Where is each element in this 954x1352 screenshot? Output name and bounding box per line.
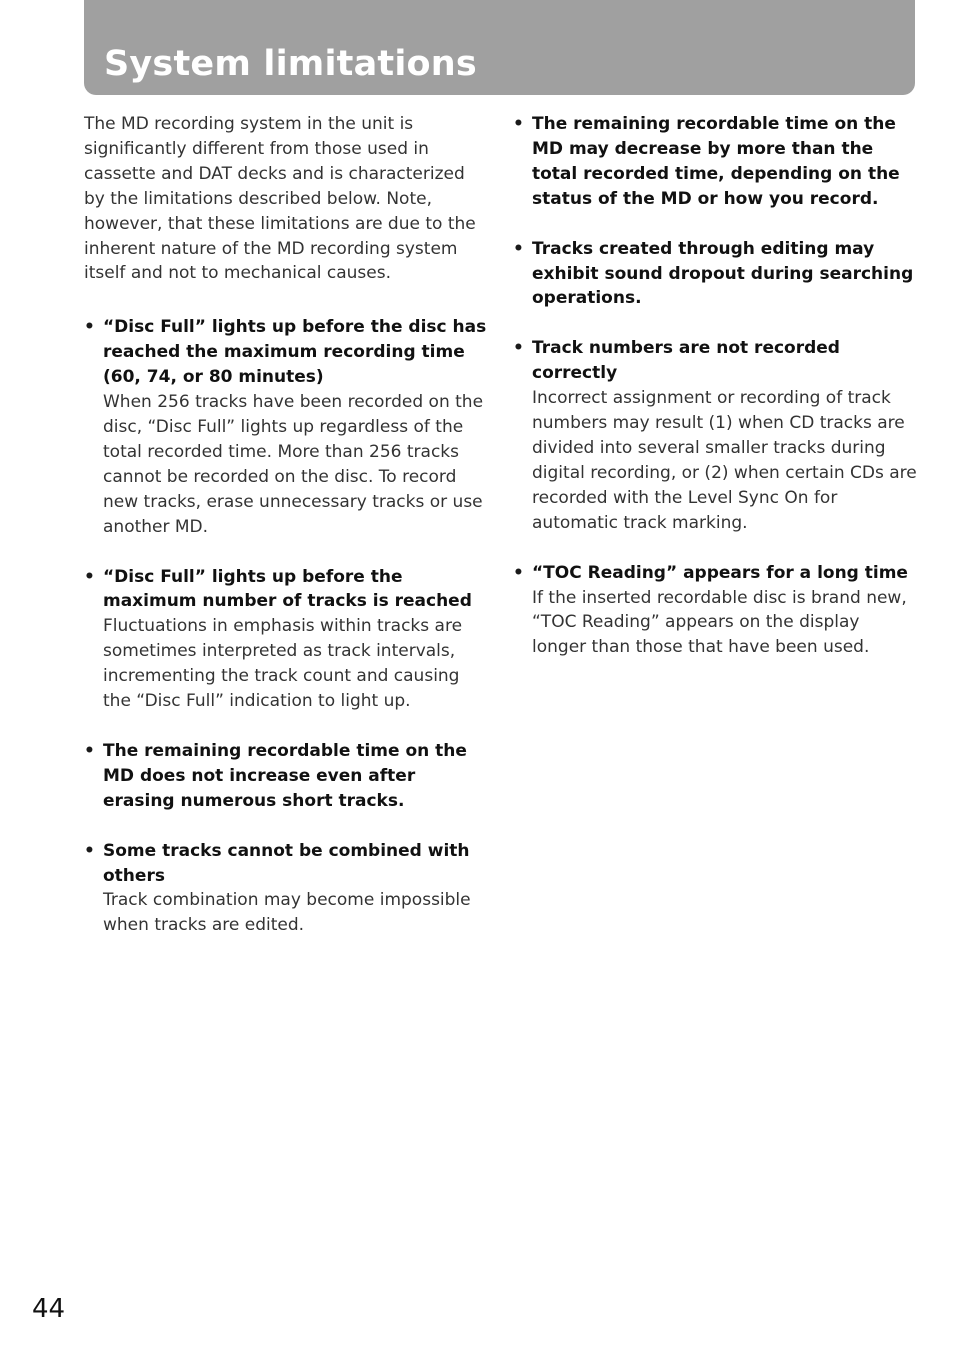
- bullet: •: [513, 238, 524, 259]
- list-item: [513, 237, 917, 312]
- list-item: [84, 839, 490, 939]
- bullet: •: [84, 740, 95, 761]
- list-item: [513, 336, 917, 535]
- list-item: [513, 561, 917, 661]
- item-heading: Some tracks cannot be combined with others: [103, 840, 470, 886]
- bullet: •: [84, 317, 95, 338]
- item-body: If the inserted recordable disc is brand new, “TOC Reading” appears on the display longer than those that have been used.: [532, 587, 907, 658]
- bullet: •: [513, 338, 524, 359]
- item-body: When 256 tracks have been recorded on the disc, “Disc Full” lights up regardless of the total recorded time. More than 256 tracks cannot be recorded on the disc. To record new tracks, erase unnecessary tracks or use another MD.: [103, 392, 484, 537]
- intro-paragraph: The MD recording system in the unit is significantly different from those used in cassette and DAT decks and is characterized by the limitations described below. Note, however, that these limitations are due to the inherent nature of the MD recording system itself and not to mechanical causes.: [84, 114, 476, 284]
- item-body: Fluctuations in emphasis within tracks are sometimes interpreted as track intervals, incrementing the track count and causing the “Disc Full” indication to light up.: [103, 616, 463, 712]
- item-heading: Track numbers are not recorded correctly: [532, 338, 840, 384]
- item-body: Track combination may become impossible when tracks are edited.: [103, 890, 471, 936]
- page-title: System limitations: [104, 44, 477, 84]
- section-header: [84, 0, 915, 95]
- item-heading: “Disc Full” lights up before the disc has reached the maximum recording time (60, 74, or 80 minutes): [103, 317, 487, 388]
- item-heading: “TOC Reading” appears for a long time: [532, 562, 908, 583]
- item-heading: “Disc Full” lights up before the maximum number of tracks is reached: [103, 566, 472, 612]
- bullet: •: [84, 840, 95, 861]
- list-item: [84, 739, 490, 814]
- item-heading: The remaining recordable time on the MD may decrease by more than the total recorded time, depending on the status of the MD or how you record.: [532, 114, 900, 209]
- item-body: Incorrect assignment or recording of track numbers may result (1) when CD tracks are divided into several smaller tracks during digital recording, or (2) when certain CDs are recorded with the Level Sync On for automatic track marking.: [532, 388, 917, 533]
- list-item: [84, 315, 490, 539]
- left-column: [84, 112, 490, 963]
- right-column: [513, 112, 917, 685]
- bullet: •: [513, 114, 524, 134]
- bullet: •: [84, 566, 95, 587]
- list-item: [513, 112, 917, 212]
- item-heading: The remaining recordable time on the MD does not increase even after erasing numerous short tracks.: [103, 740, 467, 811]
- page-number: 44: [32, 1294, 66, 1324]
- bullet: •: [513, 562, 524, 583]
- list-item: [84, 565, 490, 714]
- item-heading: Tracks created through editing may exhibit sound dropout during searching operations.: [532, 238, 914, 309]
